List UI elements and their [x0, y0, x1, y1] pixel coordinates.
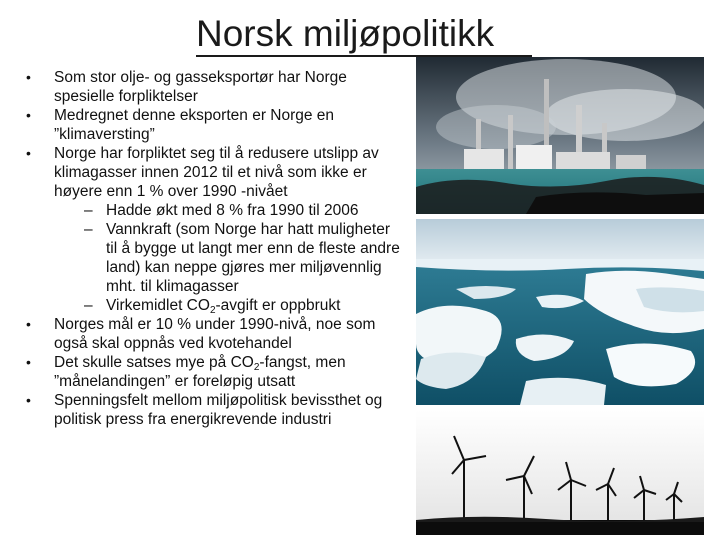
industrial-plant-image: [416, 57, 704, 214]
bullet-item: [24, 391, 404, 429]
sub-bullet-text: Vannkraft (som Norge har hatt muligheter til å bygge ut langt mer enn de fleste andre land) kan neppe gjøres mer miljøvennlig mht. til klimagasser: [106, 221, 400, 295]
bullet-text: Som stor olje- og gasseksportør har Norge spesielle forpliktelser: [54, 69, 347, 105]
bullet-item: [24, 353, 404, 391]
dash-icon: –: [84, 221, 93, 238]
industrial-plant-photo: [416, 57, 704, 214]
bullet-text: Norge har forpliktet seg til å redusere utslipp av klimagasser innen 2012 til et nivå som ikke er høyere enn 1 % over 1990 -nivået: [54, 145, 379, 200]
dash-icon: –: [84, 297, 93, 314]
sub-bullet-item: [24, 201, 404, 220]
bullet-text: Medregnet denne eksporten er Norge en ”klimaversting”: [54, 107, 335, 143]
bullet-icon: •: [26, 145, 31, 161]
bullet-icon: •: [26, 392, 31, 408]
subscript-2: 2: [209, 305, 216, 316]
sub-bullet-item: [24, 296, 404, 315]
dash-icon: –: [84, 202, 93, 219]
bullet-item: [24, 144, 404, 201]
sub-bullet-text: Hadde økt med 8 % fra 1990 til 2006: [106, 202, 359, 219]
bullet-icon: •: [26, 316, 31, 332]
slide-title: Norsk miljøpolitikk: [196, 13, 495, 54]
subscript-2: 2: [253, 362, 260, 373]
bullet-text: Norges mål er 10 % under 1990-nivå, noe som også skal oppnås ved kvotehandel: [54, 316, 376, 352]
sub-bullet-text-before: Virkemidlet CO: [106, 297, 210, 314]
sub-bullet-text-after: -avgift er oppbrukt: [215, 297, 341, 314]
sea-ice-image: [416, 219, 704, 405]
bullet-text-after: -fangst, men ”månelandingen” er foreløpig utsatt: [54, 354, 346, 390]
wind-turbines-photo: [416, 410, 704, 535]
bullet-icon: •: [26, 69, 31, 85]
bullet-item: [24, 106, 404, 144]
bullet-list: [24, 68, 404, 429]
bullet-text-before: Det skulle satses mye på CO: [54, 354, 254, 371]
bullet-item: [24, 68, 404, 106]
bullet-icon: •: [26, 107, 31, 123]
sub-bullet-item: [24, 220, 404, 296]
bullet-text: Spenningsfelt mellom miljøpolitisk bevissthet og politisk press fra energikrevende industri: [54, 392, 383, 428]
bullet-icon: •: [26, 354, 31, 370]
sea-ice-photo: [416, 219, 704, 405]
wind-turbines-image: [416, 410, 704, 535]
bullet-item: [24, 315, 404, 353]
